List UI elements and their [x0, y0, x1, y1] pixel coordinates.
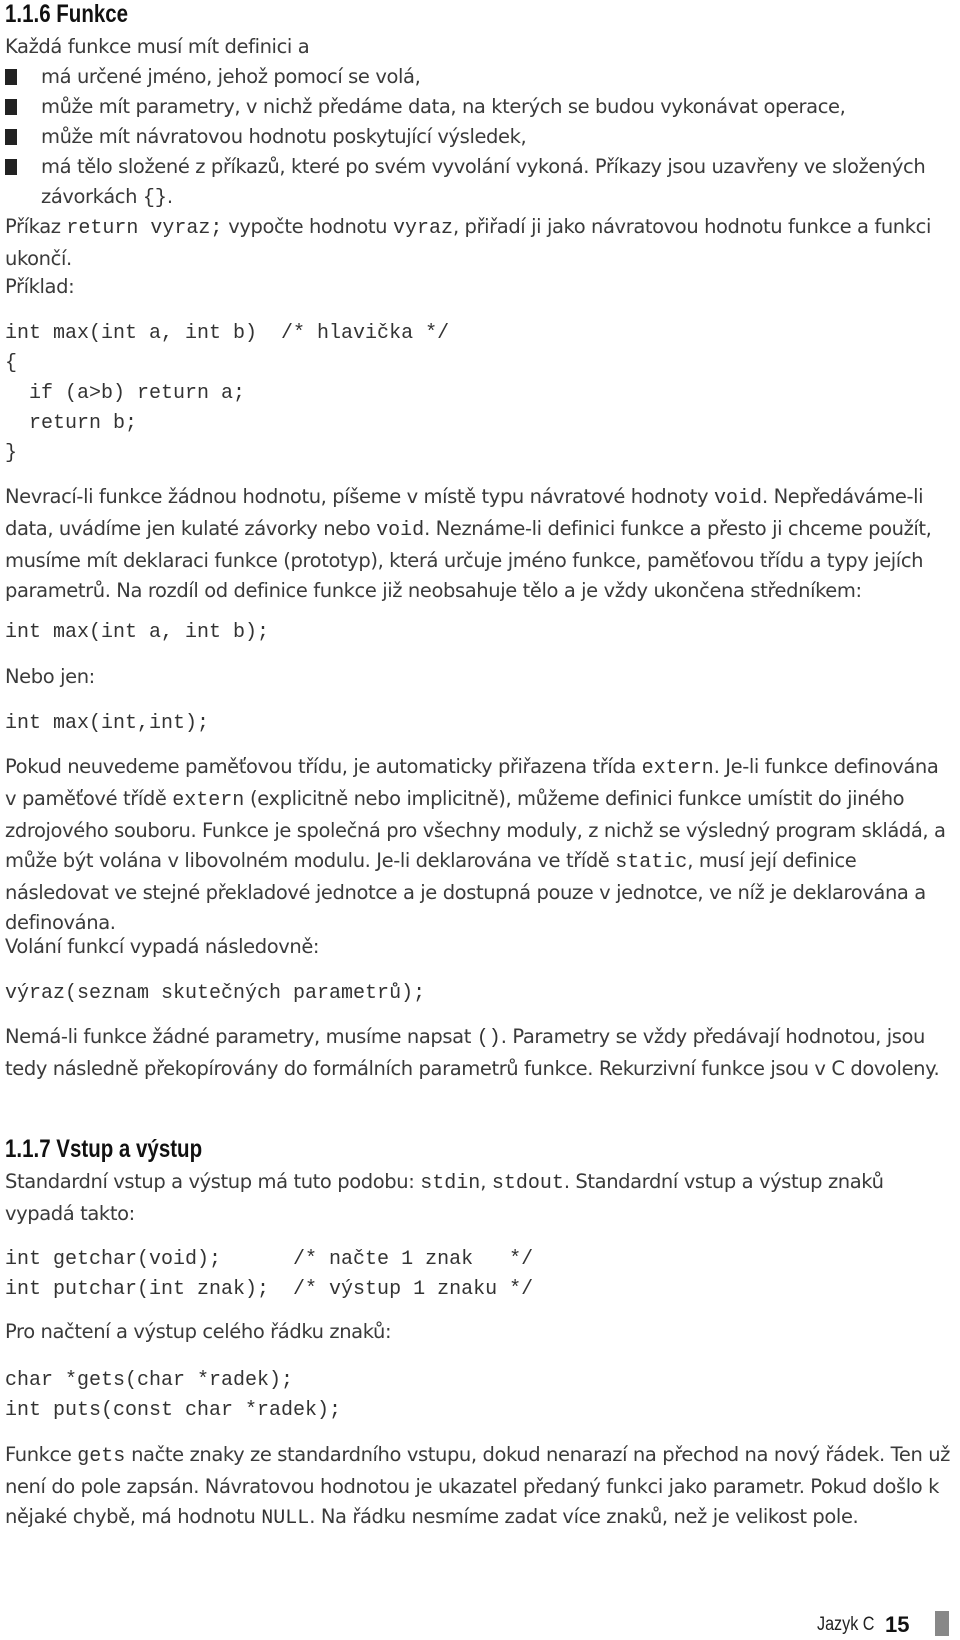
footer-book-title: Jazyk C — [817, 1614, 875, 1635]
bullet-item-body: má tělo složené z příkazů, které po svém vyvolání vykoná. Příkazy jsou uzavřeny ve složených závorkách {}. — [5, 152, 955, 214]
page-number: 15 — [885, 1612, 910, 1637]
code-prototype-short: int max(int,int); — [5, 712, 210, 735]
code-example-max: int max(int a, int b) /* hlavička */ { if (a>b) return a; return b; } — [5, 322, 450, 465]
io-intro-paragraph: Standardní vstup a výstup má tuto podobu: stdin, stdout. Standardní vstup a výstup znaků vypadá takto: — [5, 1170, 884, 1225]
code-getchar-putchar: int getchar(void); /* načte 1 znak */ int putchar(int znak); /* výstup 1 znaku */ — [5, 1248, 534, 1301]
bullet-square-icon — [5, 99, 17, 115]
footer-marker-bar — [935, 1611, 949, 1636]
bullet-item-name: má určené jméno, jehož pomocí se volá, — [5, 62, 955, 92]
or-label: Nebo jen: — [5, 665, 95, 688]
bullet-item-return: může mít návratovou hodnotu poskytující výsledek, — [5, 122, 955, 152]
void-paragraph: Nevrací-li funkce žádnou hodnotu, píšeme v místě typu návratové hodnoty void. Nepředáváme-li data, uvádíme jen kulaté závorky nebo void. Neznáme-li definici funkce a přesto ji chceme použít, musíme mít deklaraci funkce (prototyp), která určuje jméno funkce, paměťovou třídu a typy jejích parametrů. Na rozdíl od definice funkce již neobsahuje tělo a je vždy ukončena středníkem: — [5, 485, 932, 602]
bullet-square-icon — [5, 129, 17, 145]
extern-paragraph: Pokud neuvedeme paměťovou třídu, je automaticky přiřazena třída extern. Je-li funkce definována v paměťové třídě extern (explicitně nebo implicitně), můžeme definici funkce umístit do jiného zdrojového souboru. Funkce je společná pro všechny moduly, z nichž se výsledný program skládá, a může být volána v libovolném modulu. Je-li deklarována ve třídě static, musí její definice následovat ve stejné překladové jednotce a je dostupná pouze v jednotce, ve níž je deklarována a definována. — [5, 755, 946, 934]
code-call: výraz(seznam skutečných parametrů); — [5, 982, 426, 1005]
section-heading-vstup-vystup: 1.1.7 Vstup a výstup — [5, 1135, 203, 1163]
line-io-label: Pro načtení a výstup celého řádku znaků: — [5, 1320, 392, 1343]
intro-paragraph: Každá funkce musí mít definici a — [5, 35, 310, 58]
page-footer — [0, 1610, 960, 1640]
bullet-item-params: může mít parametry, v nichž předáme data, na kterých se budou vykonávat operace, — [5, 92, 955, 122]
call-label: Volání funkcí vypadá následovně: — [5, 935, 320, 958]
bullet-square-icon — [5, 69, 17, 85]
params-paragraph: Nemá-li funkce žádné parametry, musíme napsat (). Parametry se vždy předávají hodnotou, jsou tedy následně překopírovány do formálních parametrů funkce. Rekurzivní funkce jsou v C dovoleny. — [5, 1025, 940, 1080]
gets-paragraph: Funkce gets načte znaky ze standardního vstupu, dokud nenarazí na přechod na nový řádek. Ten už není do pole zapsán. Návratovou hodnotou je ukazatel předaný funkci jako parametr. Pokud došlo k nějaké chybě, má hodnotu NULL. Na řádku nesmíme zadat více znaků, než je velikost pole. — [5, 1443, 951, 1530]
example-label: Příklad: — [5, 275, 75, 298]
return-paragraph: Příkaz return vyraz; vypočte hodnotu vyraz, přiřadí ji jako návratovou hodnotu funkce a funkci ukončí. — [5, 215, 931, 270]
code-gets-puts: char *gets(char *radek); int puts(const char *radek); — [5, 1369, 342, 1422]
bullet-square-icon — [5, 159, 17, 175]
code-prototype-full: int max(int a, int b); — [5, 621, 270, 644]
definition-bullet-list — [5, 62, 955, 214]
section-heading-funkce: 1.1.6 Funkce — [5, 0, 129, 28]
